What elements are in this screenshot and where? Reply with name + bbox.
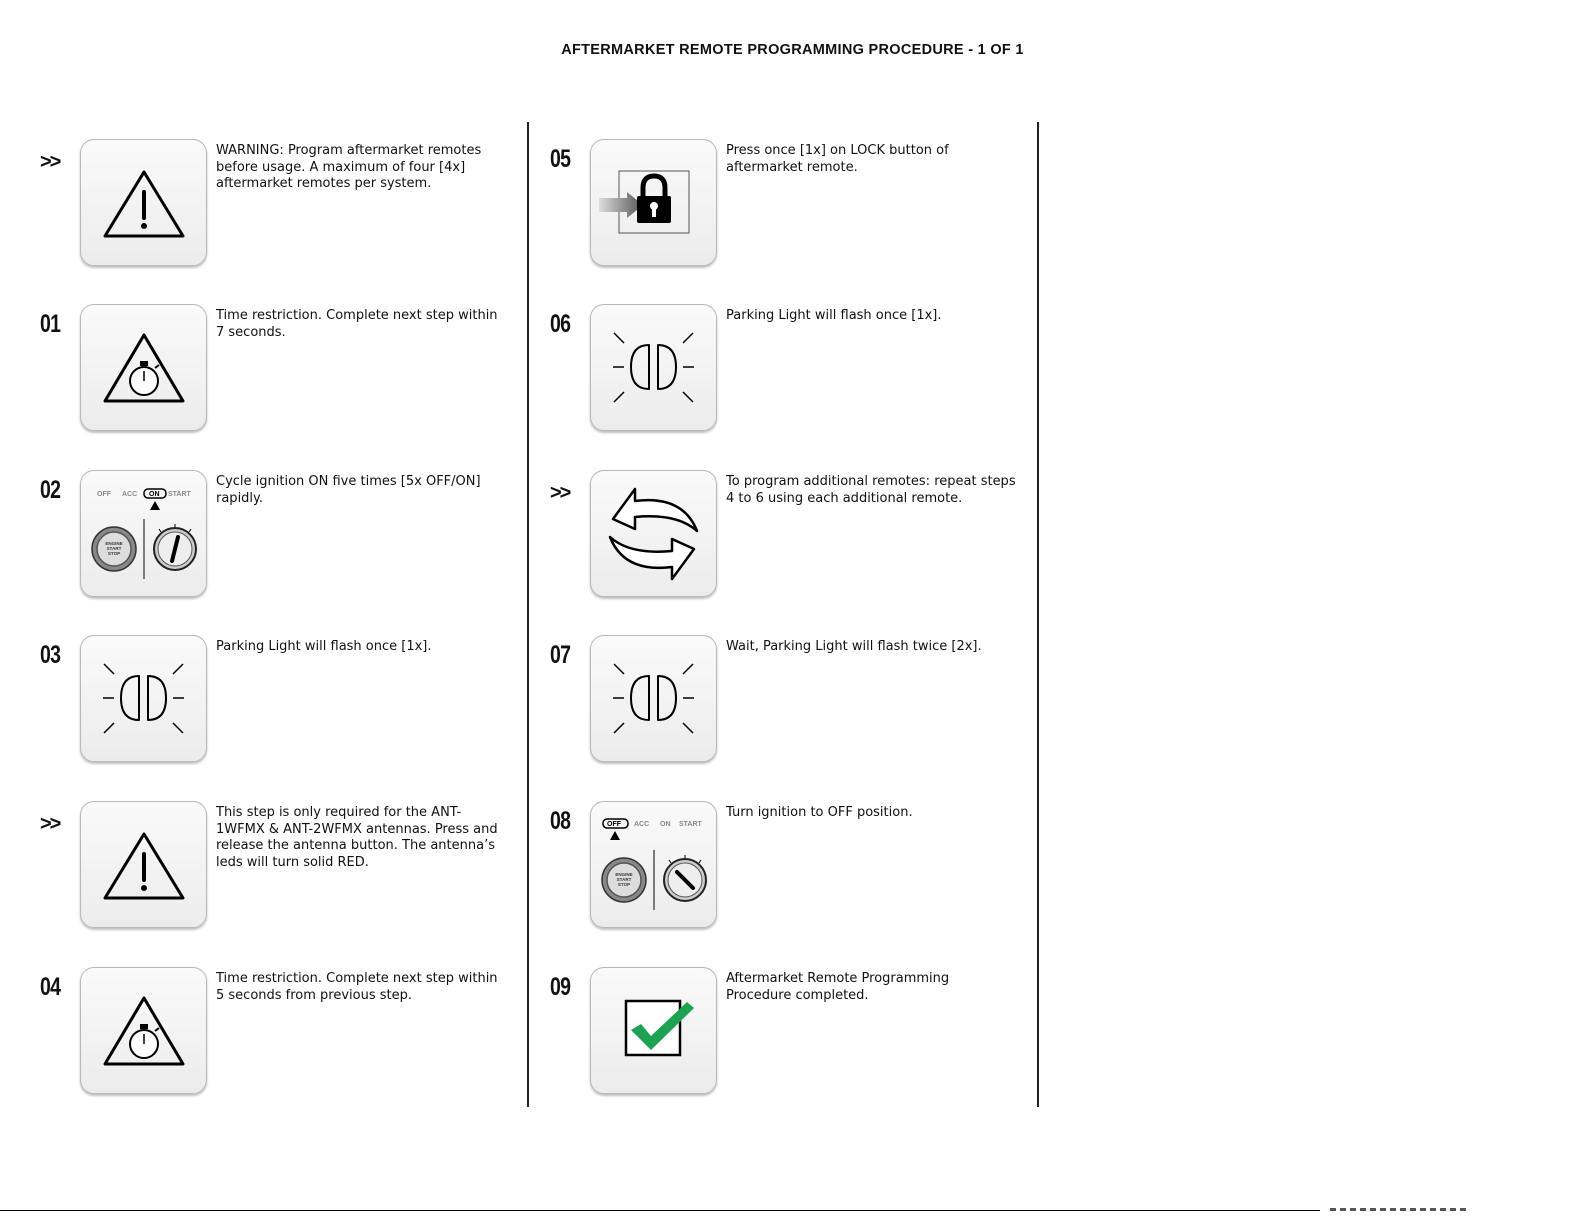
step-text: To program additional remotes: repeat steps 4 to 6 using each additional remote. [726,474,1016,506]
step-text: Press once [1x] on LOCK button of aftermarket remote. [726,143,949,175]
step-text: Aftermarket Remote Programming Procedure completed. [726,971,950,1003]
step-label: >> [550,482,570,504]
step-card [80,139,207,266]
ignition-off-icon [591,802,716,927]
step-card [590,139,717,266]
step-warning-2 [40,801,530,941]
step-label: 03 [40,641,61,669]
parking-light-icon [81,636,206,761]
step-text: This step is only required for the ANT-1WFMX & ANT-2WFMX antennas. Press and release the antenna button. The antenna’s leds will turn solid RED. [216,805,498,871]
lock-button-icon [591,140,716,265]
svg-text:STOP: STOP [617,882,631,887]
step-label: >> [40,813,60,835]
svg-text:START: START [679,821,702,828]
svg-text:ENGINE: ENGINE [105,541,123,546]
step-text: WARNING: Program aftermarket remotes before usage. A maximum of four [4x] aftermarket remotes per system. [216,143,482,192]
step-04 [40,967,530,1107]
svg-text:ENGINE: ENGINE [615,872,633,877]
svg-text:ON: ON [660,821,671,828]
svg-text:STOP: STOP [107,551,121,556]
step-01 [40,304,530,444]
step-card [80,635,207,762]
step-08 [550,801,1040,941]
step-03 [40,635,530,775]
step-06 [550,304,1040,444]
svg-text:ACC: ACC [122,491,138,498]
step-label: 06 [550,310,571,338]
step-07 [550,635,1040,775]
step-05 [550,139,1040,279]
svg-text:OFF: OFF [607,821,621,828]
step-card [590,470,717,597]
step-label: 05 [550,145,571,173]
footer-mark [1330,1208,1470,1211]
timer-warning-icon [81,305,206,430]
timer-warning-icon [81,968,206,1093]
step-card [80,801,207,928]
step-text: Parking Light will flash once [1x]. [726,308,942,323]
step-text: Turn ignition to OFF position. [726,805,913,820]
step-text: Cycle ignition ON five times [5x OFF/ON] rapidly. [216,474,481,506]
step-card [590,304,717,431]
step-text: Time restriction. Complete next step within 7 seconds. [216,308,498,340]
step-label: 01 [40,310,61,338]
parking-light-icon [591,636,716,761]
warning-icon [81,140,206,265]
step-text: Time restriction. Complete next step within 5 seconds from previous step. [216,971,498,1003]
step-label: 08 [550,807,571,835]
step-label: 07 [550,641,571,669]
svg-text:ON: ON [149,491,160,498]
step-label: >> [40,151,60,173]
ignition-on-icon [81,471,206,596]
step-label: 09 [550,973,571,1001]
step-card [590,967,717,1094]
step-warning-1 [40,139,530,279]
step-label: 02 [40,476,61,504]
step-09 [550,967,1040,1107]
parking-light-icon [591,305,716,430]
step-card [80,304,207,431]
footer-rule [0,1210,1320,1211]
repeat-icon [591,471,716,596]
warning-icon [81,802,206,927]
checkmark-icon [591,968,716,1093]
step-card [80,470,207,597]
step-02 [40,470,530,610]
step-text: Parking Light will flash once [1x]. [216,639,432,654]
step-text: Wait, Parking Light will flash twice [2x]. [726,639,982,654]
svg-text:START: START [168,491,191,498]
step-card [590,801,717,928]
page-title: AFTERMARKET REMOTE PROGRAMMING PROCEDURE - 1 OF 1 [561,42,1024,58]
svg-text:OFF: OFF [97,491,111,498]
svg-text:START: START [106,546,122,551]
svg-text:ACC: ACC [634,821,650,828]
svg-text:START: START [616,877,632,882]
step-label: 04 [40,973,61,1001]
step-card [590,635,717,762]
step-repeat [550,470,1040,610]
step-card [80,967,207,1094]
